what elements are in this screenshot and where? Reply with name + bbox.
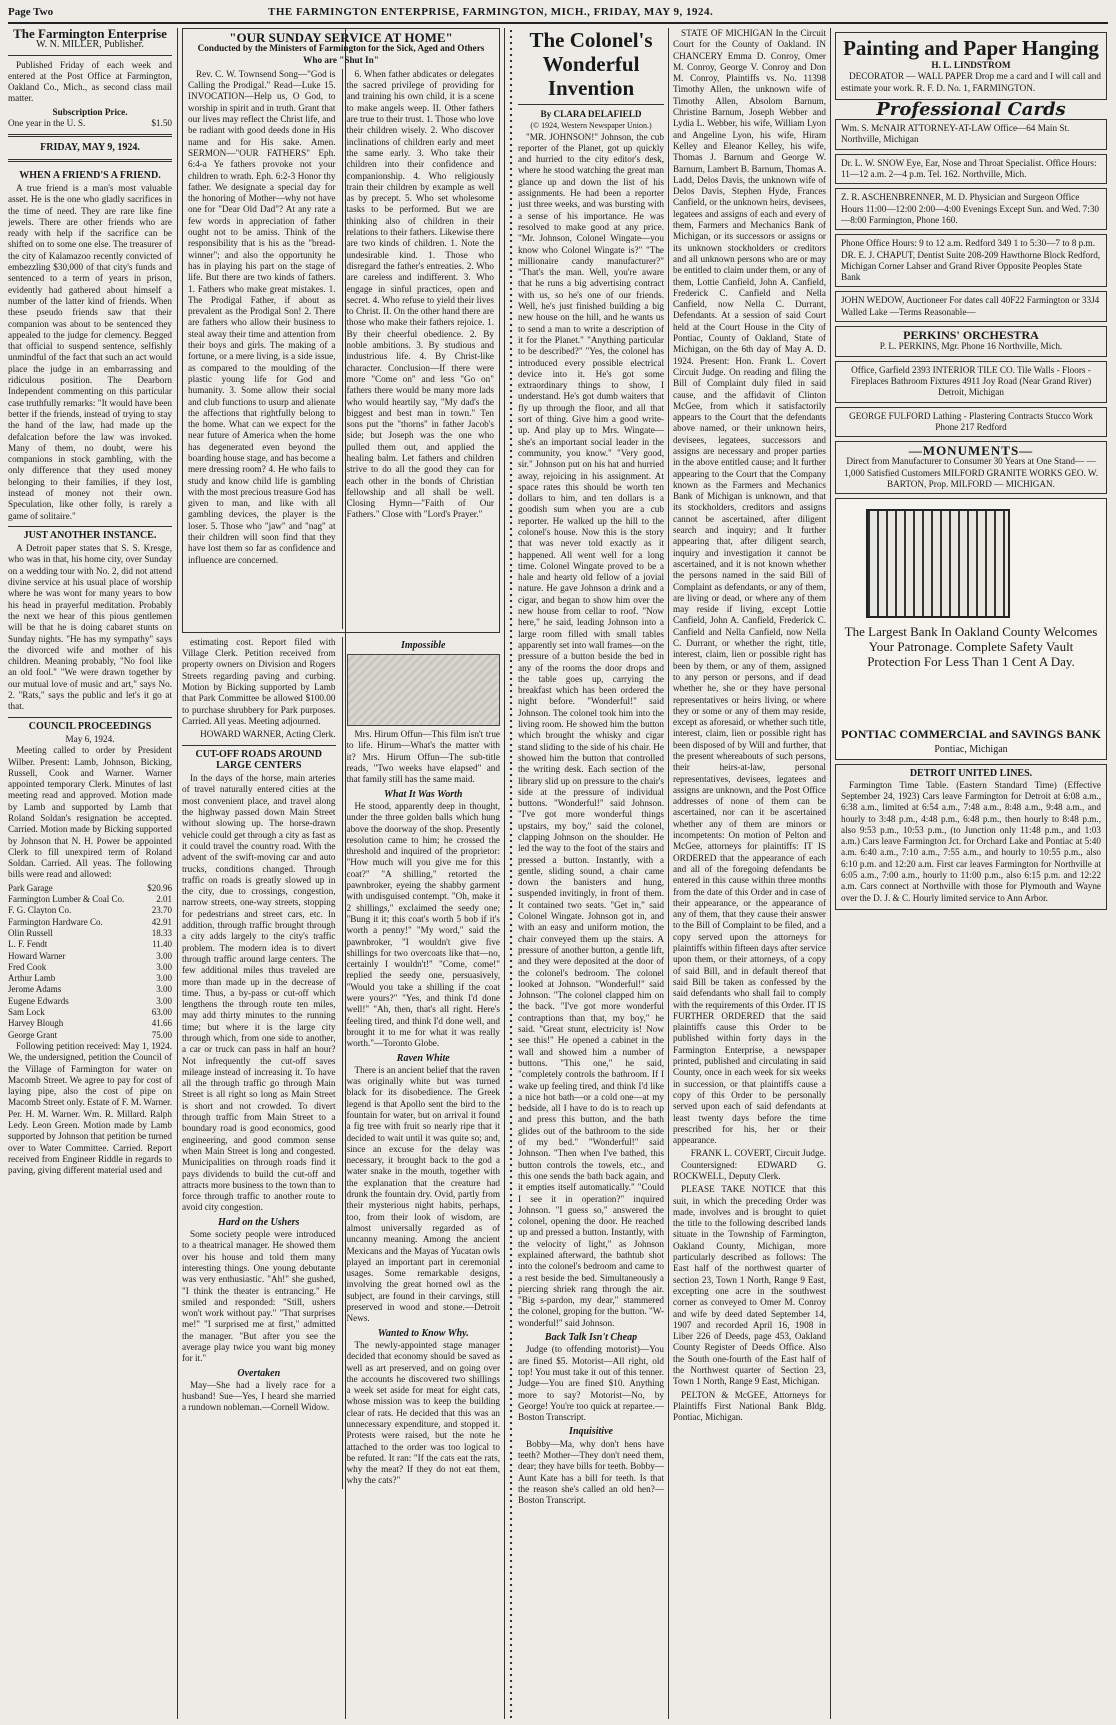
- bill-name: Fred Cook: [8, 961, 47, 972]
- column-rule: [504, 28, 505, 1719]
- backtalk-text: Judge (to offending motorist)—You are fined $5. Motorist—All right, old top! You must take it out of this tenner. Judge—You are fined $10. Anything more to say? Motorist—No, by George! You're too quick at repartee.—Boston Transcript.: [518, 1344, 664, 1423]
- bill-amount: 3.00: [156, 995, 172, 1006]
- bill-row: [8, 894, 172, 905]
- legal-notice: STATE OF MICHIGAN In the Circuit Court for the County of Oakland. IN CHANCERY Emma D. Conroy, Omer M. Conroy, George V. Conroy and Don M. Conroy, Plaintiffs vs. No. 11398 Timothy Allen, the unknown wife of Timothy Allen, Absolom Barnum, Christine Barnum, Joseph Webber and Lydia L. Webber, his wife, William Lyon and Angeline Lyon, his wife, Hiram Kelley and Eleanor Kelley, his wife, Thomas J. Barnum and George W. Barnum, Lambert B. Barnum, Thomas A. Ladd, Delos Davis, the unknown wife of Delos Davis, Stephen Hyde, Frances Canfield, or the unknown heirs, devisees, legatees and assigns of each and every of them, Farmers and Mechanics Bank of Michigan, or its successors or assigns or its unknown stockholders or creditors and all unknown persons who are or may be entitled to claim under them, or any of them, Lottie Canfield, John A. Canfield, Frederick C. Canfield and Nella Canfield, now Nella C. Durrant, Defendants. At a session of said Court held at the Court House in the City of Pontiac, County of Oakland, State of Michigan, on the 6th day of May A. D. 1924. Present: Hon. Frank L. Covert Circuit Judge. On reading and filing the Bill of Complaint duly filed in said cause, and the affidavit of Clinton McGee, from which it satisfactorily appears to the Court that the defendants above named, or their unknown heirs, devisees, legatees, successors and assigns are necessary and proper parties in the above entitled cause; and It further appearing to the Court that the Company known as the Farmers and Mechanics Bank of Michigan is unknown, and that its stockholders, creditors and assigns cannot be ascertained, after diligent search and inquiry; and It further appearing that, after diligent search, inquiry and investigation it cannot be ascertained, and it is not known whether the persons named in the said Bill of Complaint as defendants, or any of them, are living or dead, or where any of them may reside if living, except Lottie Canfield, John A. Canfield, Frederick C. Canfield and Nella Canfield, now Nella C. Durrant, or whether the right, title, interest, claim, lien or possible right has been by them, or any of them, assigned to any person or persons, and if dead whether he, she or they have personal representatives or heirs living, or where they or some or any of them may reside, except as aforesaid, or whether such title, interest, claim, lien or possible right has been disposed of by Will and further, that the present whereabouts of such persons, their heirs-at-law, personal representatives, devisees, legatees and assigns are unknown, and the Post Office addresses of none of them can be ascertained, nor can it be ascertained whether any of them are minors or incompetents: On motion of Pelton and McGee, attorneys for plaintiffs: IT IS ORDERED that the appearance of each and all of the foregoing defendants be entered in this cause within three months from the date of this Order and in case of their appearance, or the appearance of any of them, that they cause their answer to the Bill of Complaint to be filed, and a copy served upon the attorneys for plaintiffs within fifteen days after service upon them, or their attorneys, of a copy of said Bill, and in default thereof that said Bill be taken as confessed by the said defendants who shall fail to comply with the requirements of this Order. IT IS FURTHER ORDERED that the said plaintiffs cause this Order to be published within forty days in the Farmington Enterprise, a newspaper printed, published and circulating in said County, once in each week for six weeks in succession, or that plaintiffs cause a copy of this Order to be personally served upon each of said defendants at least twenty days before the time prescribed for his, her or their appearance.: [673, 28, 826, 1146]
- bill-amount: 2.01: [156, 894, 172, 905]
- council-signature: HOWARD WARNER, Acting Clerk.: [200, 729, 336, 740]
- bank-city: Pontiac, Michigan: [934, 744, 1008, 756]
- painter-name: H. L. LINDSTROM: [931, 60, 1011, 70]
- raven-text: There is an ancient belief that the raven was originally white but was turned black for its disobedience. The Greek legend is that Apollo sent the bird to the fountain for water, but on arrival it found a fig tree with fruit so nearly ripe that it decided to wait until it was quite so; and, since an excuse for the delay was necessary, it brought back to the god a water snake in the mouth, together with the explanation that the creature had drunk the fountain dry. Ovid, partly from their mysterious night habits, perhaps, too, from their look of wisdom, are almost universally regarded as of uncanny meaning. Among the ancient Mexicans and the Mayas of Yucatan owls played an important part in ceremonial usages. Some remarkable designs, involving the great horned owl as the subject, are found in their carvings, still preserved in wood and stone.—Detroit News.: [346, 1064, 500, 1324]
- painting-ad: [835, 32, 1107, 100]
- bill-row: [8, 996, 172, 1007]
- bill-name: Olin Russell: [8, 927, 53, 938]
- backtalk-heading: Back Talk Isn't Cheap: [544, 1332, 638, 1344]
- council-text: Meeting called to order by President Wilber. Present: Lamb, Johnson, Bicking, Russell, Cook and Warner. Warner appointed temporary Clerk. Minutes of last meeting read and approved. Motion made by Lamb and supported by Lamb that Roland Soldan's resignation be accepted. Carried. Motion made by Bicking supported by Johnson that N. H. Power be appointed Clerk to fill unexpired term of Roland Soldan. Carried. All yeas. The following bills were read and allowed:: [8, 745, 172, 880]
- monuments-text: Direct from Manufacturer to Consumer 30 Years at One Stand— —1,000 Satisfied Customers MILFORD GRANITE WORKS GEO. W. BARTON, Prop. MILFORD — MICHIGAN.: [843, 456, 1099, 490]
- bills-table: [8, 883, 172, 1041]
- card-wedow: JOHN WEDOW, Auctioneer For dates call 40F22 Farmington or 33J4 Walled Lake —Terms Reasonable—: [835, 291, 1107, 322]
- railway-timetable: [835, 764, 1107, 910]
- column-2-3-top: [182, 28, 500, 1719]
- bill-name: Park Garage: [8, 882, 53, 893]
- editorial-heading: JUST ANOTHER INSTANCE.: [8, 526, 172, 541]
- bill-amount: 3.00: [156, 984, 172, 995]
- countersign: Countersigned: EDWARD G. ROCKWELL, Deputy Clerk.: [673, 1159, 826, 1181]
- bill-row: [8, 917, 172, 928]
- bill-row: [8, 951, 172, 962]
- bill-row: [8, 939, 172, 950]
- monuments-ad: [835, 441, 1107, 494]
- bill-amount: 23.70: [151, 905, 172, 916]
- column-5: [673, 28, 826, 1719]
- paper-name: The Farmington Enterprise: [13, 28, 167, 41]
- impossible-caption: Mrs. Hirum Offun—This film isn't true to life. Hirum—What's the matter with it? Mrs. Hirum Offun—The sub-title reads, "Two weeks have elapsed" and that family still has the same maid.: [346, 729, 500, 785]
- notice-text: PLEASE TAKE NOTICE that this suit, in which the preceding Order was made, involves and is brought to quiet the title to the following described lands situate in the Township of Farmington, Oakland County, Michigan, more particularly described as follows: The East half of the northwest quarter of section 23, Town 1 North, Range 9 East, excepting one acre in the southwest corner as conveyed to Omer M. Conroy and wife by deed dated September 14, 1907 and recorded April 16, 1908 in Liber 226 of Deeds, page 453, Oakland County Register of Deeds Office. Also the South one-fourth of the East half of the Northwest quarter of Section 23, Town 1 North, Range 9 East, Michigan.: [673, 1184, 826, 1387]
- bill-row: [8, 973, 172, 984]
- worth-text: He stood, apparently deep in thought, under the three golden balls which hung above the doorway of the shop. Presently resolution came to him; he crossed the threshold and inquired of the proprietor: "How much will you give me for this coat?" "A shilling," retorted the pawnbroker, eyeing the shabby garment with undisguised contempt. "Oh, make it 2 shillings," exclaimed the seedy one; "Bung it it; this coat's worth 5 bob if it's worth a penny!" "My word," said the pawnbroker, "I wouldn't give five shillings for two overcoats like that—no, certainly I wouldn't!" "Come, come!" replied the seedy one, persuasively, "Would you take a shilling if the coat were yours?" "Yes, and think I'd done well!" "Ah, then, that's all right. Here's feeling tired, and think I'd done well, and brought it to me for what it was really worth."—Toronto Globe.: [346, 800, 500, 1049]
- column-rule: [668, 28, 669, 1719]
- judge-signature: FRANK L. COVERT, Circuit Judge.: [690, 1148, 826, 1159]
- bill-amount: 75.00: [151, 1029, 172, 1040]
- bill-name: Eugene Edwards: [8, 995, 69, 1006]
- story-byline: By CLARA DELAFIELD: [540, 109, 642, 119]
- column-rule: [830, 28, 831, 1719]
- painting-heading: Painting and Paper Hanging: [843, 36, 1099, 60]
- attorneys: PELTON & McGEE, Attorneys for Plaintiffs First National Bank Bldg. Pontiac, Michigan.: [673, 1389, 826, 1423]
- bill-amount: 18.33: [151, 927, 172, 938]
- editorial-text: A Detroit paper states that S. S. Kresge, who was in that, his home city, over Sunday on a wedding tour with No. 2, did not attend divine service at his usual place of worship where he was wont for many years to bow his head in prayerful meditation. Probably the next we hear of this pious gentlemen will be that he is doing cabaret stunts on Sunday nights. "He has my sympathy" says the divorced wife and mother of his children. Meaning probably, "No fool like an old fool." "We were drawn together by our mutual love of music and art," says No. 2. "Rats," says the public and let's it go at that.: [8, 543, 172, 712]
- orchestra-heading: PERKINS' ORCHESTRA: [903, 328, 1039, 343]
- column-3-lower: [342, 637, 501, 1489]
- wanted-heading: Wanted to Know Why.: [377, 1327, 469, 1339]
- story-copyright: (© 1924, Western Newspaper Union.): [530, 121, 652, 131]
- bill-amount: 3.00: [156, 973, 172, 984]
- masthead-title: THE FARMINGTON ENTERPRISE, FARMINGTON, MICH., FRIDAY, MAY 9, 1924.: [268, 6, 714, 18]
- bank-text: The Largest Bank In Oakland County Welcomes Your Patronage. Complete Safety Vault Protection For Less Than 1 Cent A Day.: [844, 624, 1098, 670]
- bill-name: George Grant: [8, 1029, 58, 1040]
- bill-name: Arthur Lamb: [8, 973, 56, 984]
- bill-amount: 42.91: [151, 916, 172, 927]
- bill-name: Sam Lock: [8, 1007, 45, 1018]
- sermon-box: [182, 28, 500, 633]
- bill-row: [8, 984, 172, 995]
- story-text: "MR. JOHNSON!" Johnson, the cub reporter of the Planet, got up quickly and hurried to the city editor's desk, where he stood watching the great man glance up and down the list of his assignments. He had been a reporter just three weeks, and was bursting with a sense of his importance. He was resolved to make good at any price. "Mr. Johnson, Colonel Wingate—you know who Colonel Wingate is?" "The millionaire candy manufacturer?" "That's the man. Well, you're aware that he runs a big advertising contract with us, so he's one of our friends. Well, he's just finished building a big new house on the hill, and he wants us to send a man to write a description of it for the Planet." "Anything particular to be described?" "Yes, the colonel has introduced every possible electrical device into it. He's got some extraordinary things to show, I understand. He's got dumb waiters that fly up through the floor, and all that sort of thing. Give him a good write-up. And play up to Mrs. Wingate—she's an important social leader in the community, you know." "Very good, sir." Johnson put on his hat and hurried away, rejoicing in his assignment. At space rates this should be worth ten dollars to him, and ten dollars is a goodish sum when you are a cub reporter. He walked up the hill to the colonel's house. Now this is the story that was never told exactly as it happened. All went well for a long time. Colonel Wingate proved to be a hale and hearty old fellow of a jovial nature. He gave Johnson a drink and a cigar, and began to show him over the new house from cellar to roof. "Now here," he said, leading Johnson into a large room filled with small tables apparently set into wall frames—on the pressure of a button beside the bed in any of the rooms the door drops and the table goes up, carrying the breakfast which has been ordered the night before. "Wonderful!" said Johnson. The colonel took him into the living room. He showed him the button which brought the whisky and cigar stand sliding to the side of his chair. He showed him the button that controlled the writing desk. Each section of the library slid up on pressure to the chair's side at the pressure of individual buttons. "Wonderful!" said Johnson. "I've got more wonderful things upstairs, my boy," said the colonel, clapping Johnson on the shoulder. He led the way to the foot of the stairs and pressed a button. Instantly, with a gentle, sliding sound, a chair came down the banisters and hung, suspended invitingly, in front of them. It contained two seats. "Get in," said Colonel Wingate. Johnson got in, and with an easy and uniform motion, the chair conveyed them up the stairs. A pressure of another button, a gentle lift, and they were deposited at the door of the colonel's bedroom. The colonel looked at Johnson. "Wonderful!" said Johnson. "The colonel clapped him on the back. "I've got more wonderful contraptions than that, my boy," he said. "Great stunt, electricity is! Now see this!" He opened a cabinet in the wall and showed him a number of buttons. "This one," he said, "completely controls the bathroom. If I wake up feeling tired, and think I'd like a nice hot bath—or a cold one—at my bedside, all I have to do is to reach up and press this button, and the bath glides out of the bathroom to the side of my bed." "Wonderful!" said Johnson. "Then when I've bathed, this button controls the towels, etc., and this one sends the bath back again, and it empties itself automatically." "Could I see it in operation?" inquired Johnson. "I guess so," answered the colonel, opening the door. He reached up and pressed a button. Instantly, with the velocity of light," as Johnson explained afterward, the bathtub shot into the colonel's bedroom and came to a rest beside the bed. Simultaneously a piercing shriek rang through the air. "Big s-pardon, my dear," stammered the colonel, groping for the button. "W-wonderful!" said Johnson.: [518, 131, 664, 1328]
- bill-amount: 63.00: [151, 1007, 172, 1018]
- worth-heading: What It Was Worth: [384, 788, 463, 800]
- overtaken-text: May—She had a lively race for a husband! Sue—Yes, I heard she married a rundown nobleman.—Cornell Widow.: [182, 1379, 336, 1413]
- overtaken-heading: Overtaken: [237, 1367, 281, 1379]
- bill-row: [8, 1030, 172, 1041]
- sermon-text: 6. When father abdicates or delegates the sacred privilege of providing for and training his own child, it is a scene to make angels weep. II. Other fathers are true to their trust. 1. Those who love their children wisely. 2. Who discover inclinations of children early and meet the same early. 3. Who take their children into their confidence and companionship. 4. Who religiously train their children by example as well as by precept. 5. Who set wholesome tasks to be performed. But we are thinking also of children in their relations to their fathers. Likewise there are two kinds of children. 1. Note the undesirable kind. 1. Those who disregard the father's entreaties. 2. Who are careless and indifferent. 3. Who engage in sinful practices, open and secret. 4. Who refuse to yield their lives to Christ. II. On the other hand there are those who make their fathers rejoice. 1. By their cheerful obedience. 2. By noble ambitions. 3. By studious and industrious life. 4. By Christ-like character. Conclusion—If there were more "Come on" and less "Go on" fathers there would be many more lads who would heartily say, "My dad's the biggest and best man in town." Ten sons put the "thorns" in father Jacob's side; but Joseph was the one who pulled them out, and applied the healing balm. Let fathers and children strive to do all the good they can for each other in the bonds of Christian fellowship and all shall be well. Closing Hymn—"Faith of Our Fathers." Close with "Lord's Prayer.": [346, 68, 494, 520]
- fulford-ad: GEORGE FULFORD Lathing - Plastering Contracts Stucco Work Phone 217 Redford: [835, 407, 1107, 438]
- bank-building-image: [866, 509, 1010, 618]
- petition-text: Following petition received: May 1, 1924. We, the undersigned, petition the Council of the Village of Farmington for water on Macomb Street. We agree to pay for cost of laying pipe, also the cost of pipe on Macomb Street only. Estate of F. M. Warner. Per. H. M. Warner. Wm. R. Millard. Ralph Ledy. Leon Green. Motion made by Lamb supported by Johnson that petition be turned over to Water Committee. Carried. Report received from Engineer Riddle in regards to paving, giving different material used and: [8, 1040, 172, 1176]
- bill-row: [8, 962, 172, 973]
- ushers-text: Some society people were introduced to a theatrical manager. He showed them over his house and told them many interesting things. One young debutante was very enthusiastic. "Ah!" she gushed, "I think the theater is entrancing." He smiled and responded: "Still, ushers won't work without pay." "That surprises me!" "I surprised me at first," admitted the manager. "But after you see the average play twice you want big money for it.": [182, 1229, 336, 1364]
- council-heading: COUNCIL PROCEEDINGS: [8, 717, 172, 732]
- sermon-left: [188, 69, 336, 629]
- lower-columns: [182, 637, 500, 1489]
- cartoon-image: [347, 654, 501, 726]
- publisher: W. N. MILLER, Publisher.: [36, 39, 144, 51]
- bank-name: PONTIAC COMMERCIAL and SAVINGS BANK: [841, 727, 1101, 742]
- bill-amount: 3.00: [156, 950, 172, 961]
- subscription-price: $1.50: [151, 118, 172, 129]
- bill-row: [8, 905, 172, 916]
- painter-text: DECORATOR — WALL PAPER Drop me a card and I will call and estimate your work. R. F. D. No. 1, FARMINGTON.: [841, 71, 1101, 93]
- card-mcnair: Wm. S. McNAIR ATTORNEY-AT-LAW Office—64 Main St. Northville, Michigan: [835, 119, 1107, 150]
- column-rule: [177, 28, 178, 1719]
- ushers-heading: Hard on the Ushers: [218, 1216, 300, 1228]
- bill-amount: 11.40: [152, 939, 172, 950]
- issue-date: FRIDAY, MAY 9, 1924.: [40, 142, 140, 154]
- council-continued: estimating cost. Report filed with Village Clerk. Petition received from property owners on Division and Rogers Streets regarding paving and curbing. Motion by Bicking supported by Lamb that Park Committee be allowed $100.00 to purchase shrubbery for Park purposes. Carried. All yeas. Meeting adjourned.: [182, 636, 336, 726]
- publication-notice: Published Friday of each week and entered at the Post Office at Farmington, Oakland Co., Mich., as second class mail matter.: [8, 59, 172, 104]
- column-2-lower: [182, 637, 336, 1489]
- card-chaput: Phone Office Hours: 9 to 12 a.m. Redford 349 1 to 5:30—7 to 8 p.m. DR. E. J. CHAPUT, Dentist Suite 208-209 Hawthorne Block Redford, Michigan Corner Lahser and Grand River Opposite Peoples State Bank: [835, 234, 1107, 287]
- bill-row: [8, 1007, 172, 1018]
- bill-row: [8, 883, 172, 894]
- column-4: [518, 28, 664, 1719]
- editorial-heading: WHEN A FRIEND'S A FRIEND.: [19, 169, 161, 181]
- bank-ad: [835, 498, 1107, 760]
- card-snow: Dr. L. W. SNOW Eye, Ear, Nose and Throat Specialist. Office Hours: 11—12 a.m. 2—4 p.m. Tel. 162. Northville, Mich.: [835, 154, 1107, 185]
- sermon-subtitle: Conducted by the Ministers of Farmington for the Sick, Aged and Others Who are "Shut In": [197, 43, 485, 65]
- sermon-body: [188, 69, 494, 629]
- bill-name: F. G. Clayton Co.: [8, 905, 72, 916]
- story-title: The Colonel's Wonderful Invention: [529, 28, 653, 100]
- tile-ad: Office, Garfield 2393 INTERIOR TILE CO. Tile Walls - Floors - Fireplaces Bathroom Fixtures 4911 Joy Road (Near Grand River) Detroit, Michigan: [835, 361, 1107, 403]
- orchestra-text: P. L. PERKINS, Mgr. Phone 16 Northville, Mich.: [879, 341, 1063, 352]
- bill-amount: $20.96: [147, 882, 172, 893]
- dotted-column-rule: [508, 28, 514, 1719]
- raven-heading: Raven White: [396, 1052, 450, 1064]
- council-date: May 6, 1924.: [65, 733, 115, 744]
- bill-name: L. F. Fendt: [8, 939, 48, 950]
- subscription-label: One year in the U. S.: [8, 118, 86, 129]
- cutoff-heading: CUT-OFF ROADS AROUND LARGE CENTERS: [182, 745, 336, 772]
- page-number: Page Two: [8, 6, 54, 18]
- card-aschenbrenner: Z. R. ASCHENBRENNER, M. D. Physician and Surgeon Office Hours 11:00—12:00 2:00—4:00 Evenings Except Sun. and Wed. 7:30—8:00 Farmington, Phone 160.: [835, 188, 1107, 230]
- cutoff-text: In the days of the horse, main arteries of travel naturally entered cities at the most convenient place, and travel along the highway passed down Main Street without slowing up. The horse-drawn vehicle could get through a city as fast as it could travel the country road. With the advent of the swift-moving car and auto trucks, conditions changed. Through traffic on roads is greatly slowed up in the city, due to crossings, congestion, narrow streets, one-way streets, stopping for pedestrians and street cars, etc. In addition, through traffic brought through a city adds largely to the city's traffic problem. The modern idea is to divert through traffic around large centers. The few additional miles thus traveled are more than made up in the decrease of time. Thus, a by-pass or cut-off which lengthens the through route ten miles, may add thirty minutes to the running time; but where it is the large city through which, from one side to another, a car or truck can pass in half an hour? Not infrequently the cut-off saves mileage instead of increasing it. To have all the through traffic go through Main Street is all right so long as Main Street is short and not crowded. To divert through traffic from Main Street to a boundary road is good economics, good engineering, and good common sense when Main Street is long and congested. Municipalities on through roads find it pays dividends to build the cut-off and attracts more business to the town than to force through traffic to another route to avoid city congestion.: [182, 773, 336, 1213]
- editorial-text: A true friend is a man's most valuable asset. He is the one who gladly sacrifices in the time of need. They are rare like fine jewels. There are other friends who are ready with help if the sacrifice can be shifted on to some one else. The treasurer of the city of Kalamazoo recently convicted of embezzling $30,000 of that city's funds and sentenced to a term of years in prison, evidently had gathered about himself a number of the latter kind of friends. When these pseudo friends saw that their companion was about to be sentenced they appealed to the judge for clemency. Begged that official to suspend sentence, selfishly unmindful of the fact that such an act would place the judge in an embarrassing and ridiculous position. The Dearborn Independent commenting on this particular case truthfully remarks: "It would have been better if the friends, instead of trying to stay the hand of the law, had made up the defalcation before the law was invoked. Many of them, no doubt, were his companions in stock gambling, with the only difference that they used money belonging to their families, if they lost, instead of money not their own. Speculation, like other folly, is rarely a game of solitaire.": [8, 182, 172, 521]
- sermon-right: [342, 69, 495, 629]
- bill-name: Farmington Hardware Co.: [8, 916, 103, 927]
- bill-name: Jerome Adams: [8, 984, 62, 995]
- railway-text: Farmington Time Table. (Eastern Standard Time) (Effective September 24, 1923) Cars leave Farmington for Detroit at 6:08 a.m., 6:38 a.m., limited at 6:54 a.m., 7:48 a.m., 8:48 a.m., 9:48 a.m., and hourly to 3:48 p.m., 4:48 p.m., 6:48 p.m., then hourly to 8:48 p.m., also 9:53 p.m., 10:53 p.m., (to Junction only 11:48 p.m., and 1:03 a.m.) Cars leave Farmington Jct. for Orchard Lake and Pontiac at 5:40 a.m. 6:40 a.m., 7:10 a.m., 7:55 a.m., and hourly to 10:55 p.m., also 6:10 p.m. and 12:20 a.m. First car leaves Farmington for Northville at 6:05 a.m., 7:00 a.m., hourly to 11:00 p.m., also 6:15 p.m. and 12:22 a.m. Cars connect at Northville with those for Plymouth and Wayne over the D. J. & C. Hourly limited service to Ann Arbor.: [841, 779, 1101, 903]
- inquisitive-text: Bobby—Ma, why don't hens have teeth? Mother—They don't need them, dear; they have bills for teeth. Bobby—Aunt Kate has a bill for teeth. Is that the reason she's called an old hen?—Boston Transcript.: [518, 1438, 664, 1506]
- bill-row: [8, 928, 172, 939]
- bill-amount: 41.66: [151, 1018, 172, 1029]
- inquisitive-heading: Inquisitive: [569, 1426, 613, 1438]
- column-6: [835, 28, 1107, 1719]
- masthead: [8, 4, 1108, 24]
- sermon-title: "OUR SUNDAY SERVICE AT HOME": [229, 30, 453, 45]
- bill-name: Harvey Blough: [8, 1018, 64, 1029]
- bill-row: [8, 1018, 172, 1029]
- bill-name: Farmington Lumber & Coal Co.: [8, 894, 125, 905]
- column-1: [8, 28, 172, 1719]
- bill-name: Howard Warner: [8, 950, 66, 961]
- railway-heading: DETROIT UNITED LINES.: [909, 768, 1033, 780]
- orchestra-ad: [835, 326, 1107, 357]
- bill-amount: 3.00: [156, 961, 172, 972]
- monuments-heading: —MONUMENTS—: [908, 443, 1034, 459]
- sermon-text: Rev. C. W. Townsend Song—"God is Calling the Prodigal." Read—Luke 15. INVOCATION—Help us, O God, to worship in spirit and in truth. Grant that our lives may reflect the Christ life, and be radiant with good deeds done in His name and for His sake. Amen. SERMON—"OUR FATHERS" Eph. 6:4-a Ye fathers provoke not your children to wrath. Eph. 6:2-3 Honor thy father. We designate a special day for the honoring of Mother—why not have one for "Dear Old Dad"? At any rate a few words in appreciation of father ought not to be amiss. Think of the responsibility that is his as the "bread-winner"; and also the opportunity he has in playing his part on the stage of life. But there are two kinds of fathers. 1. Fathers who make great mistakes. 1. The Prodigal Father, if about as prevalent as the Prodigal Son! 2. There are fathers who allow their business to steal away their time and attention from their boys and girls. The making of a fortune, or a mere living, is a side issue, as compared to the moulding of the plastic young life for God and humanity. 3. Some allow their social and club functions to usurp and alienate the affections that rightfully belong to the home. What can we expect for the near future of America when the home has degenerated even beyond the boarding house stage, and has become a mere dressing room? 4. He who fails to study and know child life is gambling with the most precious treasure God has given to man, and like with all gambling devices, the player is the loser. 5. Those who "jaw" and "nag" at their children will soon find that they have lost them so far as confidence and influence are concerned.: [188, 68, 336, 565]
- professional-cards-heading: Professional Cards: [876, 98, 1066, 120]
- impossible-heading: Impossible: [401, 639, 446, 651]
- wanted-text: The newly-appointed stage manager decided that economy should be saved as well as art preserved, and on going over the accounts he discovered two shillings a week set aside for meat for eight cats, whose mission was to keep the building clear of rats. He decided that this was an unnecessary expenditure, and stopped it. Protests were raised, but the note he attached to the order was too logical to be refuted. It ran: "If the cats eat the rats, why the meat? If they do not eat them, why the cats?": [346, 1339, 500, 1486]
- subscription-heading: Subscription Price.: [52, 106, 128, 117]
- subscription-price-row: [8, 118, 172, 129]
